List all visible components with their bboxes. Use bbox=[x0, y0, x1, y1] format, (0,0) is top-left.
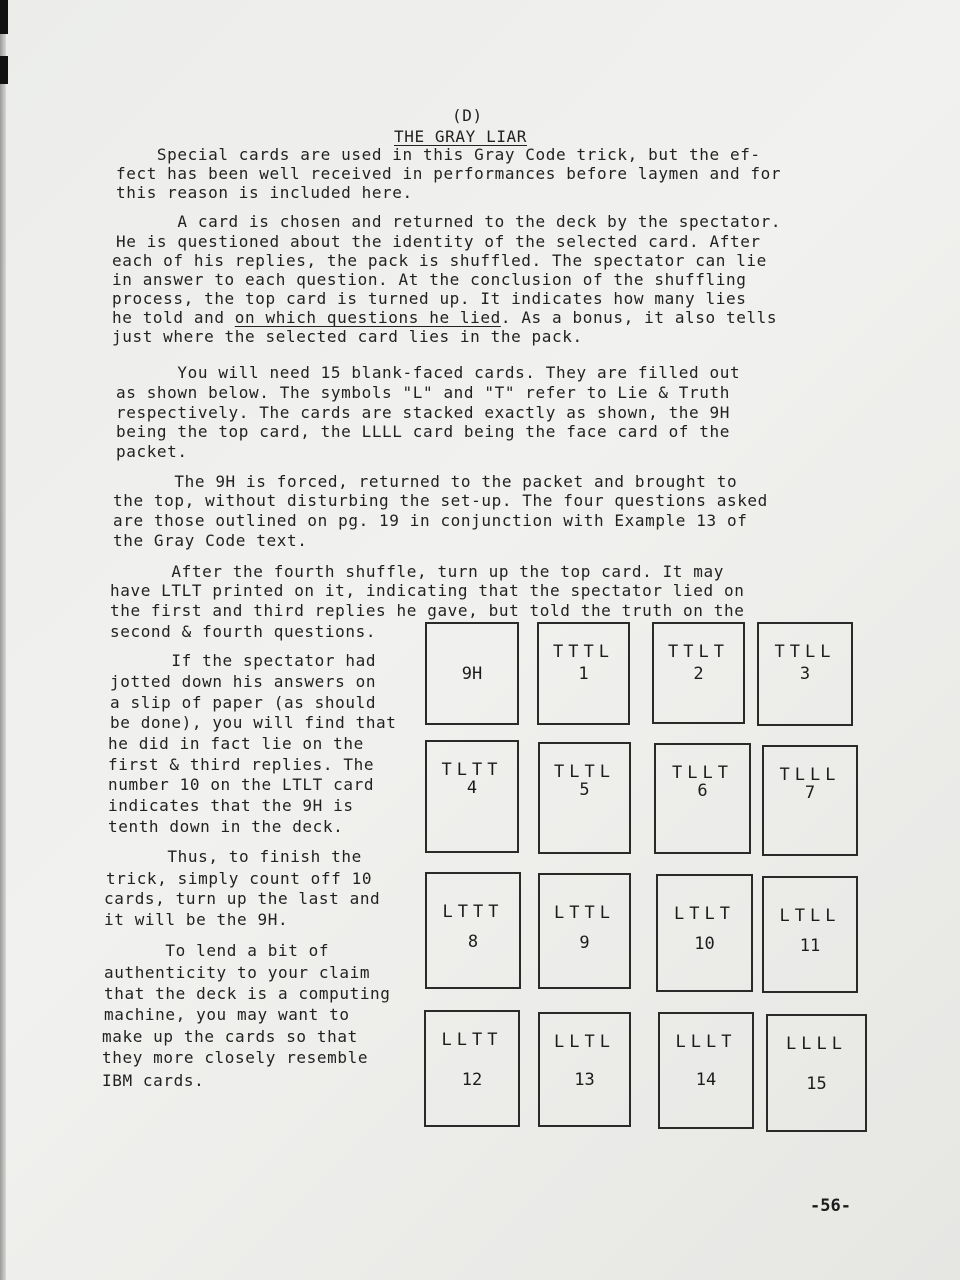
paragraph-line: make up the cards so that bbox=[102, 1027, 358, 1046]
paragraph-line: they more closely resemble bbox=[102, 1048, 369, 1067]
paragraph-line: being the top card, the LLLL card being the face card of the bbox=[116, 422, 730, 441]
card-9h bbox=[425, 622, 519, 725]
card-number: 3 bbox=[799, 664, 811, 684]
paragraph-line: first & third replies. The bbox=[108, 755, 375, 774]
paragraph-line bbox=[112, 308, 777, 328]
paragraph-line: just where the selected card lies in the pack. bbox=[112, 327, 583, 346]
paragraph-line: he did in fact lie on the bbox=[108, 734, 364, 753]
card-code: TLLT bbox=[672, 763, 733, 783]
card-code: TLTT bbox=[441, 760, 503, 780]
page-title: THE GRAY LIAR bbox=[394, 127, 528, 146]
card-code: TTLL bbox=[774, 642, 836, 662]
paragraph-line: trick, simply count off 10 bbox=[106, 869, 373, 888]
card-number: 9 bbox=[579, 933, 590, 953]
card-code: LTTT bbox=[442, 902, 504, 922]
card-face: 9H bbox=[461, 664, 483, 684]
card-12 bbox=[424, 1010, 520, 1127]
paragraph-line: as shown below. The symbols "L" and "T" refer to Lie & Truth bbox=[116, 383, 730, 402]
card-number: 5 bbox=[579, 780, 590, 800]
section-marker: (D) bbox=[452, 106, 483, 125]
card-code: LTTL bbox=[554, 903, 615, 923]
page-number: -56- bbox=[810, 1196, 851, 1216]
paragraph-line: Thus, to finish the bbox=[106, 847, 362, 866]
paragraph-line: You will need 15 blank-faced cards. They are filled out bbox=[116, 363, 741, 382]
card-3 bbox=[757, 622, 853, 726]
paragraph-line: that the deck is a computing bbox=[104, 984, 391, 1003]
card-code: TTLT bbox=[668, 642, 729, 662]
card-number: 14 bbox=[695, 1070, 717, 1090]
card-13 bbox=[538, 1012, 631, 1127]
card-14 bbox=[658, 1012, 754, 1129]
paragraph-line: He is questioned about the identity of the selected card. After bbox=[116, 232, 761, 251]
card-number: 12 bbox=[461, 1070, 483, 1090]
paragraph-line: Special cards are used in this Gray Code trick, but the ef- bbox=[116, 145, 761, 164]
card-9 bbox=[538, 873, 631, 989]
paragraph-line: a slip of paper (as should bbox=[110, 693, 377, 712]
paragraph-line: IBM cards. bbox=[102, 1071, 205, 1090]
paragraph-line: A card is chosen and returned to the deck by the spectator. bbox=[116, 212, 782, 231]
paragraph-line: number 10 on the LTLT card bbox=[108, 775, 375, 794]
card-code: TLLL bbox=[779, 765, 841, 785]
paragraph-line: the first and third replies he gave, but told the truth on the bbox=[110, 601, 745, 620]
card-code: LLLL bbox=[786, 1034, 847, 1054]
card-15 bbox=[766, 1014, 867, 1132]
paragraph-line: After the fourth shuffle, turn up the top card. It may bbox=[110, 562, 724, 581]
paragraph-line: fect has been well received in performances before laymen and for bbox=[116, 164, 782, 183]
card-code: LLTT bbox=[441, 1030, 503, 1050]
card-2 bbox=[652, 622, 745, 724]
card-code: LLLT bbox=[675, 1032, 737, 1052]
paragraph-line: the Gray Code text. bbox=[113, 531, 308, 550]
line-start: he told and bbox=[112, 308, 235, 327]
card-4 bbox=[425, 740, 519, 853]
card-1 bbox=[537, 622, 630, 725]
paragraph-line: be done), you will find that bbox=[110, 713, 397, 732]
paragraph-line: have LTLT printed on it, indicating that the spectator lied on bbox=[110, 581, 745, 600]
card-code: LTLL bbox=[779, 906, 841, 926]
paragraph-line: The 9H is forced, returned to the packet and brought to bbox=[113, 472, 738, 491]
card-10 bbox=[656, 874, 753, 992]
card-number: 7 bbox=[804, 783, 816, 803]
card-number: 15 bbox=[806, 1074, 827, 1094]
card-number: 10 bbox=[694, 934, 715, 954]
card-number: 1 bbox=[578, 664, 589, 684]
paragraph-line: this reason is included here. bbox=[116, 183, 413, 202]
paragraph-line: To lend a bit of bbox=[104, 941, 330, 960]
card-7 bbox=[762, 745, 858, 856]
paragraph-line: machine, you may want to bbox=[104, 1005, 350, 1024]
card-6 bbox=[654, 743, 751, 854]
paragraph-line: are those outlined on pg. 19 in conjunction with Example 13 of bbox=[113, 511, 748, 530]
card-number: 8 bbox=[467, 932, 479, 952]
card-code: LTLT bbox=[674, 904, 735, 924]
paragraph-line: indicates that the 9H is bbox=[108, 796, 354, 815]
paragraph-line: authenticity to your claim bbox=[104, 963, 371, 982]
paragraph-line: respectively. The cards are stacked exactly as shown, the 9H bbox=[116, 403, 730, 422]
card-number: 2 bbox=[693, 664, 704, 684]
card-code: TTTL bbox=[553, 642, 614, 662]
paragraph-line: it will be the 9H. bbox=[104, 910, 289, 929]
card-number: 11 bbox=[799, 936, 821, 956]
card-11 bbox=[762, 876, 858, 993]
paragraph-line: process, the top card is turned up. It indicates how many lies bbox=[112, 289, 747, 308]
paragraph-line: the top, without disturbing the set-up. The four questions asked bbox=[113, 491, 768, 510]
card-number: 13 bbox=[574, 1070, 595, 1090]
card-code: TLTL bbox=[554, 762, 615, 782]
paragraph-line: each of his replies, the pack is shuffled. The spectator can lie bbox=[112, 251, 767, 270]
card-number: 4 bbox=[466, 778, 478, 798]
line-end: . As a bonus, it also tells bbox=[500, 308, 778, 327]
paragraph-line: second & fourth questions. bbox=[110, 622, 377, 641]
paragraph-line: If the spectator had bbox=[110, 651, 377, 670]
card-5 bbox=[538, 742, 631, 854]
paragraph-line: in answer to each question. At the conclusion of the shuffling bbox=[112, 270, 747, 289]
paragraph-line: jotted down his answers on bbox=[110, 672, 377, 691]
card-number: 6 bbox=[697, 781, 708, 801]
underlined-phrase: on which questions he lied bbox=[234, 308, 501, 327]
paragraph-line: packet. bbox=[116, 442, 188, 461]
card-8 bbox=[425, 872, 521, 989]
paragraph-line: tenth down in the deck. bbox=[108, 817, 344, 836]
paragraph-line: cards, turn up the last and bbox=[104, 889, 381, 908]
card-code: LLTL bbox=[554, 1032, 615, 1052]
